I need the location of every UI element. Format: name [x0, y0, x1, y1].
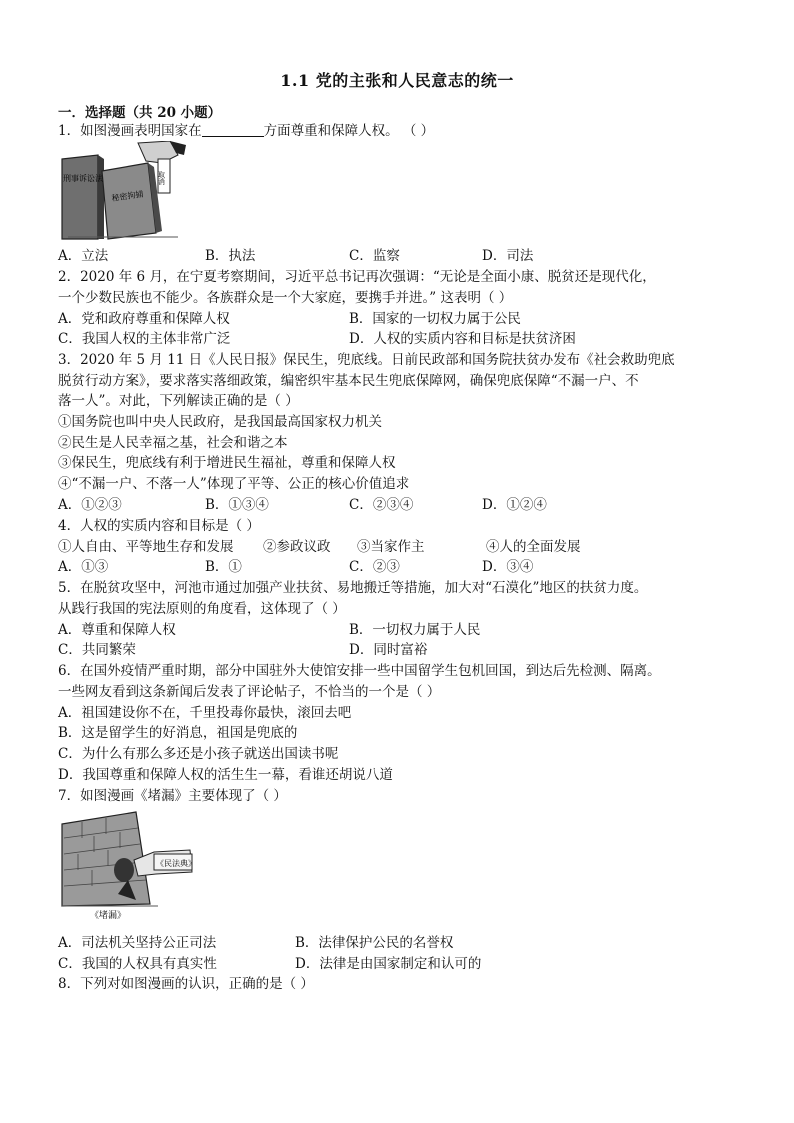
question-6-line-1: 6．在国外疫情严重时期，部分中国驻外大使馆安排一些中国留学生包机回国，到达后先检测、隔离。 — [58, 663, 661, 679]
q3-statement-1: ①国务院也叫中央人民政府，是我国最高国家权力机关 — [58, 414, 382, 430]
question-1-stem — [58, 121, 434, 141]
q2-option-a[interactable]: A．党和政府尊重和保障人权 — [58, 311, 230, 327]
question-7-cartoon — [58, 810, 198, 922]
cartoon-caption: 《堵漏》 — [90, 910, 127, 920]
q6-option-d[interactable]: D．我国尊重和保障人权的活生生一幕，看谁还胡说八道 — [58, 767, 393, 783]
question-1-stem-end: 方面尊重和保障人权。 （ ） — [263, 123, 435, 139]
q7-option-b[interactable]: B．法律保护公民的名誉权 — [295, 935, 454, 951]
question-3-line-1: 3．2020 年 5 月 11 日《人民日报》保民生，兜底线。日前民政部和国务院扶贫办发布《社会救助兜底 — [58, 352, 675, 368]
question-8-stem: 8．下列对如图漫画的认识，正确的是（ ） — [58, 976, 314, 992]
q7-option-c[interactable]: C．我国的人权具有真实性 — [58, 956, 217, 972]
q7-option-a[interactable]: A．司法机关坚持公正司法 — [58, 935, 217, 951]
q3-option-d[interactable]: D．①②④ — [482, 497, 547, 513]
question-3-line-3: 落一人”。对此，下列解读正确的是（ ） — [58, 393, 299, 409]
q2-option-d[interactable]: D．人权的实质内容和目标是扶贫济困 — [349, 331, 576, 347]
q4-option-c[interactable]: C．②③ — [349, 559, 400, 575]
q2-option-c[interactable]: C．我国人权的主体非常广泛 — [58, 331, 231, 347]
q6-option-a[interactable]: A．祖国建设你不在，千里投毒你最快，滚回去吧 — [58, 705, 352, 721]
section-heading: 一．选择题（共 20 小题） — [58, 105, 222, 121]
cartoon-book-label: 《民法典》 — [156, 859, 196, 868]
q3-option-c[interactable]: C．②③④ — [349, 497, 414, 513]
question-6-line-2: 一些网友看到这条新闻后发表了评论帖子，不恰当的一个是（ ） — [58, 684, 441, 700]
q4-option-a[interactable]: A．①③ — [58, 559, 109, 575]
q2-option-b[interactable]: B．国家的一切权力属于公民 — [349, 311, 521, 327]
q1-option-c[interactable]: C．监察 — [349, 248, 400, 264]
q5-option-a[interactable]: A．尊重和保障人权 — [58, 622, 176, 638]
q6-option-b[interactable]: B．这是留学生的好消息，祖国是兜底的 — [58, 725, 298, 741]
q5-option-b[interactable]: B．一切权力属于人民 — [349, 622, 481, 638]
answer-blank — [202, 122, 264, 137]
q5-option-d[interactable]: D．同时富裕 — [349, 642, 428, 658]
q3-option-b[interactable]: B．①③④ — [205, 497, 269, 513]
q4-statement-1: ①人自由、平等地生存和发展 — [58, 539, 234, 555]
q3-statement-3: ③保民生，兜底线有利于增进民生福祉，尊重和保障人权 — [58, 455, 396, 471]
q3-statement-4: ④“不漏一户、不落一人”体现了平等、公正的核心价值追求 — [58, 476, 410, 492]
question-3-line-2: 脱贫行动方案》，要求落实落细政策，编密织牢基本民生兜底保障网，确保兜底保障“不漏一户、不 — [58, 373, 639, 389]
q4-statement-2: ②参政议政 — [263, 539, 331, 555]
q3-option-a[interactable]: A．①②③ — [58, 497, 122, 513]
question-1-stem-start: 1．如图漫画表明国家在 — [58, 123, 202, 139]
q4-statement-4: ④人的全面发展 — [486, 539, 581, 555]
q7-option-d[interactable]: D．法律是由国家制定和认可的 — [295, 956, 482, 972]
q3-statement-2: ②民生是人民幸福之基，社会和谐之本 — [58, 435, 288, 451]
question-1-cartoon — [58, 141, 188, 241]
question-2-line-1: 2．2020 年 6 月，在宁夏考察期间，习近平总书记再次强调：“无论是全面小康、脱贫还是现代化， — [58, 269, 656, 285]
cartoon-label-right: 秘密拘捕 — [111, 189, 144, 203]
question-5-line-2: 从践行我国的宪法原则的角度看，这体现了（ ） — [58, 601, 346, 617]
question-4-stem: 4．人权的实质内容和目标是（ ） — [58, 518, 260, 534]
q6-option-c[interactable]: C．为什么有那么多还是小孩子就送出国读书呢 — [58, 746, 339, 762]
question-2-line-2: 一个少数民族也不能少。各族群众是一个大家庭，要携手并进。” 这表明（ ） — [58, 290, 513, 306]
q4-option-d[interactable]: D．③④ — [482, 559, 534, 575]
cartoon-label-left: 刑事诉讼法 — [63, 174, 103, 183]
q4-statement-3: ③当家作主 — [357, 539, 425, 555]
question-5-line-1: 5．在脱贫攻坚中，河池市通过加强产业扶贫、易地搬迁等措施，加大对“石漠化”地区的扶贫力度。 — [58, 580, 648, 596]
q1-option-b[interactable]: B．执法 — [205, 248, 256, 264]
q1-option-d[interactable]: D．司法 — [482, 248, 534, 264]
q4-option-b[interactable]: B．① — [205, 559, 242, 575]
page-title: 1.1 党的主张和人民意志的统一 — [280, 71, 514, 90]
q1-option-a[interactable]: A．立法 — [58, 248, 109, 264]
cartoon-stamp-label: 取消 — [157, 171, 165, 185]
q5-option-c[interactable]: C．共同繁荣 — [58, 642, 136, 658]
question-7-stem: 7．如图漫画《堵漏》主要体现了（ ） — [58, 788, 287, 804]
